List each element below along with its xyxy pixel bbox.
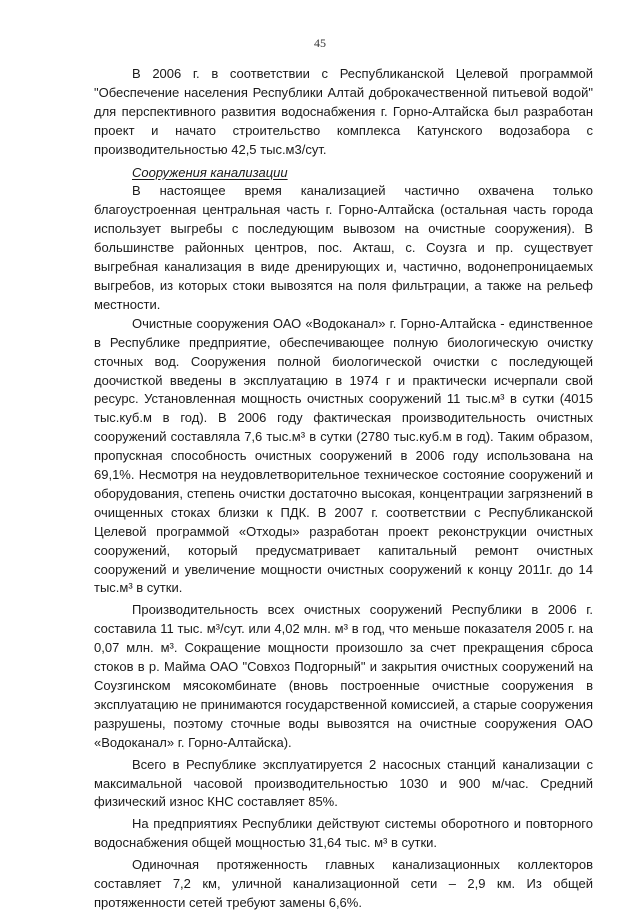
paragraph-vodokanal-treatment: Очистные сооружения ОАО «Водоканал» г. Горно-Алтайска - единственное в Республике предприятие, обеспечивающее полную биологическую очистку сточных вод. Сооружения полной биологической очистки с последующей доочисткой введены в эксплуатацию в 1974 г и практически исчерпали свой ресурс. Установленная мощность очистных сооружений 11 тыс.м³ в сутки (4015 тыс.куб.м в год). В 2006 году фактическая производительность очистных сооружений составляла 7,6 тыс.м³ в сутки (2780 тыс.куб.м в год). Таким образом, пропускная способность очистных сооружений в 2006 году использована на 69,1%. Несмотря на неудовлетворительное техническое состояние сооружений и оборудования, степень очистки достаточно высокая, концентрации загрязнений в очищенных стоках близки к ПДК. В 2007 г. соответствии с Республиканской Целевой программой «Отходы» разработан проект реконструкции очистных сооружений, который предусматривает капитальный ремонт очистных сооружений и увеличение мощности очистных сооружений к концу 2011г. до 14 тыс.м³ в сутки. [94, 315, 593, 596]
paragraph-sewerage-coverage: В настоящее время канализацией частично охвачена только благоустроенная центральная часть г. Горно-Алтайска (остальная часть города использует выгребы с последующим вывозом на очистные сооружения). В большинстве районных центров, пос. Акташ, с. Соузга и пр. существует выгребная канализация в виде дренирующих и, частично, водонепроницаемых выгребов, из которых стоки вывозятся на поля фильтрации, а также на рельеф местности. [94, 183, 593, 312]
paragraph-treatment-capacity: Производительность всех очистных сооружений Республики в 2006 г. составила 11 тыс. м³/сут. или 4,02 млн. м³ в год, что меньше показателя 2005 г. на 0,07 млн. м³. Сокращение мощности произошло за счет прекращения сброса стоков в р. Майма ОАО "Совхоз Подгорный" и закрытия очистных сооружений на Соузгинском мясокомбинате (вновь построенные очистные сооружения в эксплуатацию не принимаются государственной комиссией, а старые сооружения разрушены, поэтому сточные воды вывозятся на очистные сооружения ОАО «Водоканал» г. Горно-Алтайска). [94, 602, 593, 750]
paragraph-water-intake: В 2006 г. в соответствии с Республиканской Целевой программой "Обеспечение населения Республики Алтай доброкачественной питьевой водой" для перспективного развития водоснабжения г. Горно-Алтайска был разработан проект и начато строительство комплекса Катунского водозабора с производительностью 42,5 тыс.м3/сут. [94, 66, 593, 157]
paragraph-recycled-water: На предприятиях Республики действуют системы оборотного и повторного водоснабжения общей мощностью 31,64 тыс. м³ в сутки. [94, 816, 593, 851]
paragraph-pumping-stations: Всего в Республике эксплуатируется 2 насосных станций канализации с максимальной часовой производительностью 1030 и 900 м/час. Средний физический износ КНС составляет 85%. [94, 756, 593, 810]
section-heading: Сооружения канализации [132, 164, 288, 180]
paragraph-sewer-network-length: Одиночная протяженность главных канализационных коллекторов составляет 7,2 км, уличной канализационной сети – 2,9 км. Из общей протяженности сетей требуют замены 6,6%. [94, 857, 593, 910]
document-body [94, 65, 593, 913]
page-number: 45 [314, 36, 326, 50]
